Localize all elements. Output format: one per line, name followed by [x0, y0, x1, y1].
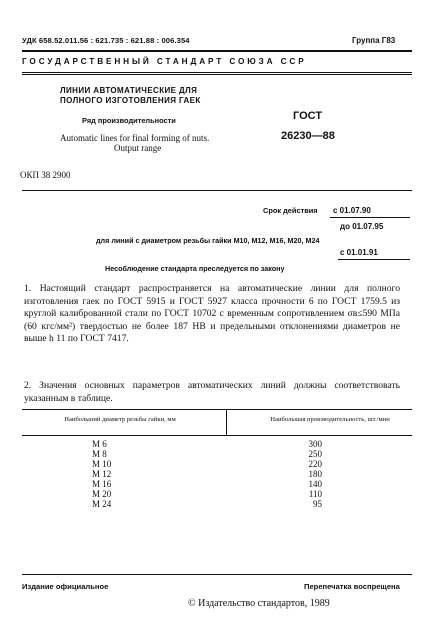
table-top-rule [22, 409, 412, 410]
table-row-diameter: М 10 [92, 459, 112, 469]
table-header-rule [22, 435, 412, 436]
state-standard-title: ГОСУДАРСТВЕННЫЙ СТАНДАРТ СОЮЗА ССР [22, 57, 307, 66]
table-row-output: 180 [308, 469, 322, 479]
law-warning: Несоблюдение стандарта преследуется по закону [105, 264, 285, 273]
group-code: Группа Г83 [352, 36, 396, 45]
table-row-diameter: М 8 [92, 449, 107, 459]
table-row-output: 250 [308, 449, 322, 459]
table-header-divider [226, 409, 227, 435]
table-row-diameter: М 20 [92, 489, 112, 499]
udk-code: УДК 658.52.011.56 : 621.735 : 621.88 : 006.354 [22, 36, 190, 45]
validity-to-date: до 01.07.95 [340, 222, 384, 231]
table-row-output: 95 [313, 499, 322, 509]
header-rule-top [22, 50, 412, 52]
validity-from-date: с 01.07.90 [333, 206, 371, 215]
validity-label: Срок действия [263, 206, 318, 215]
table-row-diameter: М 24 [92, 499, 112, 509]
title-line-2: ПОЛНОГО ИЗГОТОВЛЕНИЯ ГАЕК [60, 96, 201, 105]
header-rule-2 [22, 74, 412, 75]
paragraph-1: 1. Настоящий стандарт распространяется на автоматические линии для полного изготовления гаек по ГОСТ 5915 и ГОСТ 5927 класса прочности 6 по ГОСТ 1759.5 из круглой калиброванной стали по ГОСТ 10702 с временным сопротивлением σв≤590 МПа (60 кгс/мм²) твердостью не более 187 НВ и предельными отклонениями диаметров не выше h 11 по ГОСТ 7417. [24, 283, 400, 345]
gost-number: 26230—88 [281, 130, 335, 142]
copyright: © Издательство стандартов, 1989 [188, 598, 330, 609]
header-rule-1 [22, 72, 412, 73]
validity-underline-1 [330, 217, 410, 218]
section-rule [22, 190, 412, 191]
english-title-line-2: Output range [114, 143, 162, 153]
official-edition: Издание официальное [22, 582, 109, 591]
table-header-diameter: Наибольший диаметр резьбы гайки, мм [64, 416, 176, 423]
title-line-1: ЛИНИИ АВТОМАТИЧЕСКИЕ ДЛЯ [60, 86, 198, 95]
paragraph-2: 2. Значения основных параметров автоматических линий должны соответствовать указанным в таблице. [24, 380, 400, 404]
table-row-output: 140 [308, 479, 322, 489]
subtitle: Ряд производительности [82, 116, 176, 125]
validity-underline-2 [338, 259, 410, 260]
validity-from-date-2: с 01.01.91 [340, 248, 378, 257]
reprint-prohibited: Перепечатка воспрещена [304, 582, 400, 591]
table-row-diameter: М 6 [92, 439, 107, 449]
table-row-output: 300 [308, 439, 322, 449]
gost-label: ГОСТ [293, 110, 323, 122]
table-row-diameter: М 16 [92, 479, 112, 489]
table-row-diameter: М 12 [92, 469, 112, 479]
table-row-output: 110 [308, 489, 322, 499]
footer-rule [22, 574, 412, 575]
okp-code: ОКП 38 2900 [20, 170, 71, 180]
validity-for-lines: для линий с диаметром резьбы гайки М10, М12, М16, М20, М24 [96, 236, 320, 245]
table-header-output: Наибольшая производительность, шт./мин [270, 416, 390, 423]
english-title-line-1: Automatic lines for final forming of nuts. [60, 133, 210, 143]
table-row-output: 220 [308, 459, 322, 469]
